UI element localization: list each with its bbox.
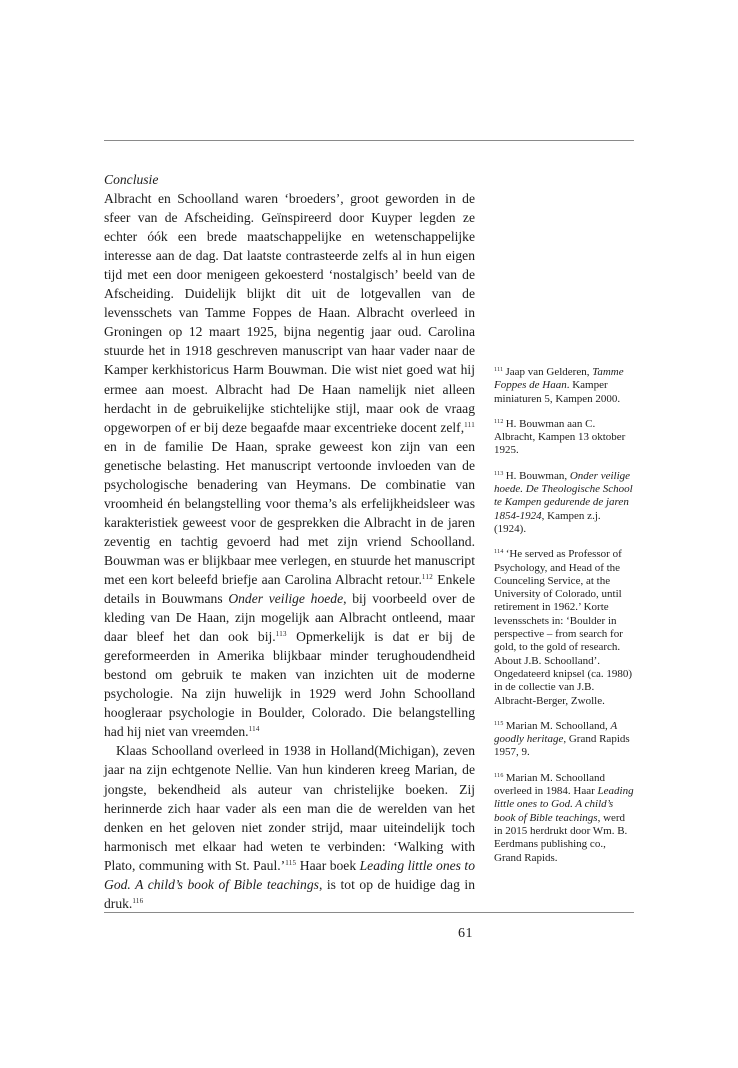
text-run: , werd in 2015 herdrukt door Wm. B. Eerdmans publishing co., Grand Rapids.: [494, 811, 628, 864]
text-run: Marian M. Schoolland,: [505, 719, 611, 732]
body-paragraph: [104, 741, 475, 912]
text-run: Opmerkelijk is dat er bij de gereformeerden in Amerika blijkbaar minder terughoudendheid bestond om gebruik te maken van inzichten uit de moderne psychologie. Na zijn huwelijk in 1929 werd John Schoolland hoogleraar psychologie in Boulder, Colorado. Die belangstelling had hij niet van vreemden.: [104, 629, 475, 740]
footnote: [494, 418, 634, 458]
footnote-ref: 113: [275, 630, 287, 639]
italic-title: A goodly heritage: [494, 719, 618, 746]
section-heading: Conclusie: [104, 172, 159, 187]
text-run: , is tot op de huidige dag in druk.: [104, 876, 475, 911]
text-run: Jaap van Gelderen,: [505, 366, 593, 378]
text-run: H. Bouwman aan C. Albracht, Kampen 13 oktober 1925.: [494, 417, 626, 457]
footnote-ref: 111: [464, 420, 475, 429]
footnote-ref: 115: [285, 858, 297, 867]
text-run: . Kamper miniaturen 5, Kampen 2000.: [494, 379, 621, 405]
footnote-number: 113: [494, 470, 504, 477]
footnote-number: 114: [494, 549, 504, 556]
footnote: [494, 470, 634, 536]
page-number: 61: [458, 926, 473, 941]
text-run: Haar boek: [296, 857, 360, 873]
footnote-number: 112: [494, 418, 504, 425]
text-run: Albracht en Schoolland waren ‘broeders’, groot geworden in de sfeer van de Afscheiding. Geïnspireerd door Kuyper legden ze echter óók een brede maatschappelijke en wetenschappelijke interesse aan de dag. Dat laatste contrasteerde zelfs al in hun eigen tijd met een door menigeen gekoesterd ‘nostalgisch’ beeld van de Afscheiding. Duidelijk blijkt dit uit de lotgevallen van de levensschets van Tamme Foppes de Haan. Albracht overleed in Groningen op 12 maart 1925, bijna negentig jaar oud. Carolina stuurde het in 1918 geschreven manuscript van haar vader naar de Kamper kerkhistoricus Harm Bouwman. Die wist niet goed wat hij ermee aan moest. Albracht had De Haan namelijk niet alleen herdacht in de gebruikelijke stichtelijke stijl, maar ook de vraag opgeworpen of er bij deze begaafde maar excentrieke docent zelf,: [104, 191, 475, 435]
italic-title: Onder veilige hoede: [228, 591, 344, 607]
header-rule: [104, 140, 634, 141]
text-run: Klaas Schoolland overleed in 1938 in Holland(Michigan), zeven jaar na zijn echtgenote Nellie. Van hun kinderen kreeg Marian, de jongste, bekendheid als auteur van christelijke boeken. Zij herinnerde zich haar vader als een man die de werelden van het denken en het geloven niet zonder strijd, maar uiteindelijk toch harmonisch met elkaar had weten te verbinden: ‘Walking with Plato, communing with St. Paul.’: [104, 743, 475, 873]
footnote: [494, 720, 634, 760]
footnote: [494, 772, 634, 865]
footer-rule: [104, 912, 634, 913]
text-run: Marian M. Schoolland overleed in 1984. Haar: [494, 771, 605, 798]
footnote-number: 111: [494, 367, 504, 373]
footnote-ref: 116: [132, 896, 144, 905]
text-run: ‘He served as Professor of Psychology, and Head of the Counceling Service, at the University of Colorado, until retirement in 1962.’ Korte levensschets in: ‘Boulder in perspective – from search for gold, to the gold of research. About J.B. Schoolland’. Ongedateerd knipsel (ca. 1980) in de collectie van J.B. Albracht-Berger, Zwolle.: [494, 548, 633, 707]
footnote: [494, 366, 634, 406]
italic-title: Tamme Foppes de Haan: [494, 366, 624, 392]
footnote-number: 115: [494, 720, 504, 727]
text-run: en in de familie De Haan, sprake geweest kon zijn van een genetische belasting. Het manuscript vertoonde invloeden van de psychologische benadering van Heymans. De combinatie van vroomheid én belangstelling voor thema’s als erfelijkheidsleer was karakteristiek geweest voor de gesprekken die Albracht in de jaren zeventig en tachtig gevoerd had met zijn vriend Schoolland. Bouwman was er blijkbaar mee verlegen, en stuurde het manuscript met een kort beleefd briefje aan Carolina Albracht retour.: [104, 438, 475, 587]
body-paragraph: [104, 189, 475, 741]
footnote-ref: 114: [248, 725, 260, 734]
main-text-column: [104, 170, 475, 913]
text-run: H. Bouwman,: [505, 469, 570, 482]
text-run: , Kampen z.j. (1924).: [494, 509, 601, 535]
footnote-ref: 112: [421, 572, 434, 581]
italic-title: Leading little ones to God. A child’s book of Bible teachings: [494, 785, 634, 824]
text-run: , Grand Rapids 1957, 9.: [494, 733, 630, 759]
footnotes-column: [494, 366, 634, 877]
footnote-number: 116: [494, 772, 504, 779]
italic-title: Leading little ones to God. A child’s book of Bible teachings: [104, 857, 475, 892]
footnote: [494, 548, 634, 708]
text-run: Enkele details in Bouwmans: [104, 571, 476, 607]
text-run: , bij voorbeeld over de kleding van De Haan, zijn mogelijk aan Albracht ontleend, maar daar bleef het dan ook bij.: [104, 591, 475, 645]
italic-title: Onder veilige hoede. De Theologische School te Kampen gedurende de jaren 1854-1924: [494, 469, 633, 522]
